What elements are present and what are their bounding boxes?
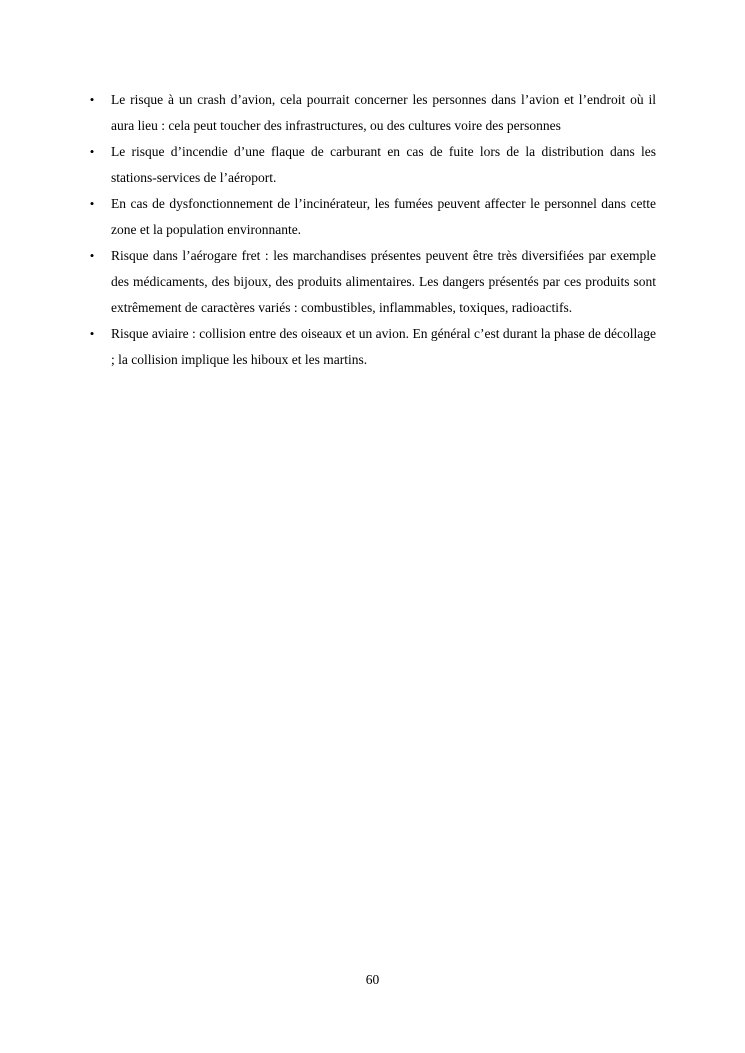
bullet-icon: • <box>89 326 95 341</box>
list-item-text: En cas de dysfonctionnement de l’incinérateur, les fumées peuvent affecter le personnel dans cette zone et la population environnante. <box>111 196 656 237</box>
list-item <box>86 87 656 139</box>
page-number: 60 <box>365 972 380 987</box>
bullet-icon: • <box>89 248 95 263</box>
list-item <box>86 243 656 321</box>
list-item <box>86 139 656 191</box>
list-item-text: Risque aviaire : collision entre des oiseaux et un avion. En général c’est durant la phase de décollage ; la collision implique les hiboux et les martins. <box>111 326 656 367</box>
bullet-icon: • <box>89 92 95 107</box>
list-item-text: Le risque d’incendie d’une flaque de carburant en cas de fuite lors de la distribution dans les stations-services de l’aéroport. <box>111 144 656 185</box>
risk-bullet-list <box>86 87 656 373</box>
bullet-icon: • <box>89 196 95 211</box>
list-item <box>86 191 656 243</box>
list-item-text: Le risque à un crash d’avion, cela pourrait concerner les personnes dans l’avion et l’endroit où il aura lieu : cela peut toucher des infrastructures, ou des cultures voire des personnes <box>111 92 656 133</box>
list-item-text: Risque dans l’aérogare fret : les marchandises présentes peuvent être très diversifiées par exemple des médicaments, des bijoux, des produits alimentaires. Les dangers présentés par ces produits sont extrêmement de caractères variés : combustibles, inflammables, toxiques, radioactifs. <box>111 248 656 315</box>
bullet-icon: • <box>89 144 95 159</box>
list-item <box>86 321 656 373</box>
